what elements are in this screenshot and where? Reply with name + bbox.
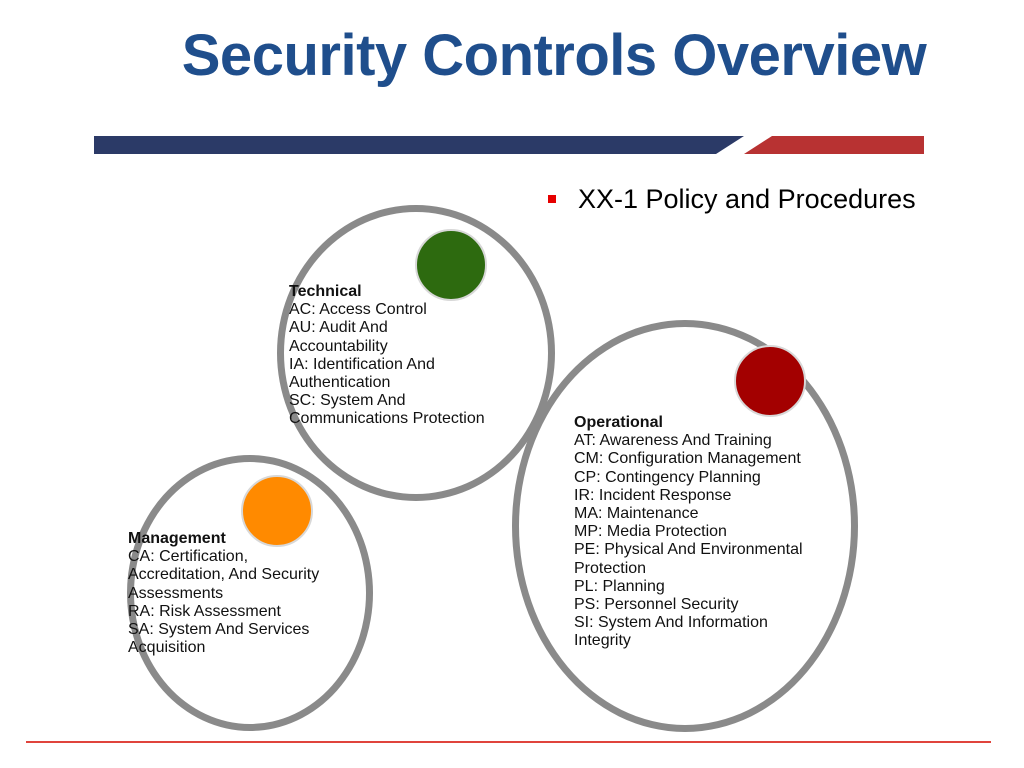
operational-line: CM: Configuration Management [574, 450, 801, 468]
management-line: Accreditation, And Security [128, 566, 320, 584]
navy-bar [94, 136, 744, 154]
operational-list [574, 432, 803, 650]
header-divider-bar [0, 130, 1024, 160]
management-line: RA: Risk Assessment [128, 602, 281, 620]
operational-line: SI: System And Information [574, 614, 768, 632]
operational-line: CP: Contingency Planning [574, 468, 761, 486]
bullet-text: XX-1 Policy and Procedures [578, 184, 916, 214]
management-line: SA: System And Services [128, 621, 310, 639]
operational-line: Protection [574, 559, 647, 577]
technical-line: IA: Identification And [289, 355, 435, 373]
operational-line: AT: Awareness And Training [574, 432, 772, 450]
operational-text [574, 414, 803, 651]
technical-list [289, 301, 485, 428]
technical-text [289, 283, 485, 429]
red-bar [744, 136, 924, 154]
technical-line: AU: Audit And [289, 319, 388, 337]
operational-line: IR: Incident Response [574, 486, 732, 504]
technical-line: Communications Protection [289, 410, 485, 428]
bullet-item [548, 184, 916, 215]
management-line: Assessments [128, 584, 224, 602]
operational-heading: Operational [574, 414, 663, 431]
operational-line: MP: Media Protection [574, 523, 727, 541]
technical-line: AC: Access Control [289, 301, 427, 319]
technical-line: Authentication [289, 374, 391, 392]
technical-heading: Technical [289, 283, 362, 300]
technical-line: SC: System And [289, 392, 406, 410]
title-area [0, 0, 1024, 110]
management-heading: Management [128, 530, 226, 547]
management-line: Acquisition [128, 639, 206, 657]
management-text [128, 530, 319, 657]
footer-divider-line [26, 741, 991, 743]
operational-dot-icon [734, 345, 806, 417]
operational-line: PE: Physical And Environmental [574, 541, 803, 559]
operational-line: Integrity [574, 632, 631, 650]
operational-line: PS: Personnel Security [574, 596, 739, 614]
technical-line: Accountability [289, 337, 388, 355]
bullet-square-icon [548, 195, 556, 203]
operational-line: MA: Maintenance [574, 505, 699, 523]
management-line: CA: Certification, [128, 548, 249, 566]
management-list [128, 548, 319, 657]
page-title: Security Controls Overview [181, 23, 927, 88]
operational-line: PL: Planning [574, 577, 665, 595]
